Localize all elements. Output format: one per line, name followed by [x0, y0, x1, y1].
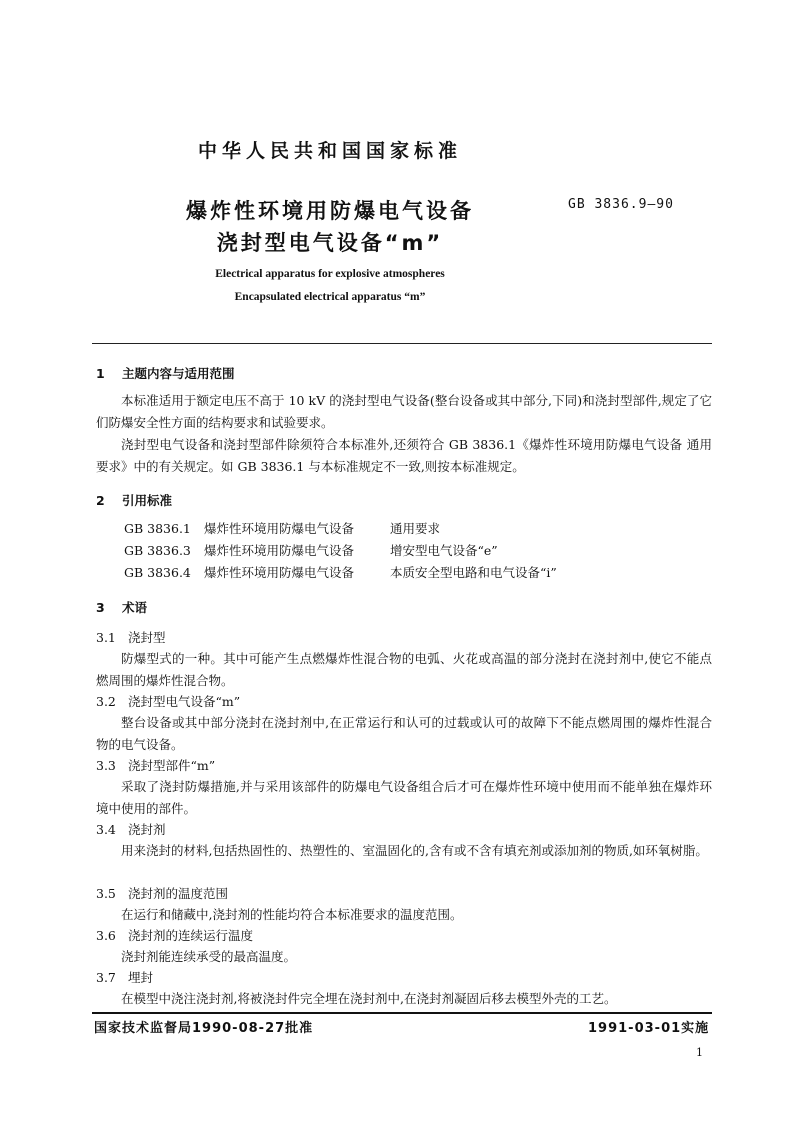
reference-subtitle: 通用要求: [390, 521, 441, 536]
term-definition: 整台设备或其中部分浇封在浇封剂中,在正常运行和认可的过载或认可的故障下不能点燃周围的爆炸性混合物的电气设备。: [96, 715, 712, 752]
header-divider: [92, 343, 712, 344]
section-3-heading: [96, 598, 147, 616]
standard-title-en-line2: Encapsulated electrical apparatus “m”: [234, 291, 426, 303]
reference-title: 爆炸性环境用防爆电气设备: [204, 521, 355, 536]
standard-title-cn-line2: 浇封型电气设备“m”: [216, 231, 444, 255]
reference-item: [124, 562, 557, 584]
section-1-paragraph-2: 浇封型电气设备和浇封型部件除须符合本标准外,还须符合 GB 3836.1《爆炸性环境用防爆电气设备 通用要求》中的有关规定。如 GB 3836.1 与本标准规定不一致,则按本标准规定。: [96, 437, 712, 474]
term-number: 3.5: [96, 886, 116, 901]
term-heading: [96, 884, 228, 902]
standard-title-cn-line1: 爆炸性环境用防爆电气设备: [186, 199, 474, 223]
approval-date: 国家技术监督局1990-08-27批准: [94, 1021, 314, 1036]
term-heading: [96, 628, 166, 646]
term-definition: 浇封剂能连续承受的最高温度。: [121, 949, 297, 964]
term-title: 浇封剂的连续运行温度: [128, 928, 254, 943]
section-number: 2: [96, 493, 105, 508]
section-title: 引用标准: [122, 493, 173, 508]
standard-number: GB 3836.9—90: [568, 197, 674, 212]
term-number: 3.2: [96, 694, 116, 709]
term-heading: [96, 692, 240, 710]
reference-title: 爆炸性环境用防爆电气设备: [204, 565, 355, 580]
term-number: 3.6: [96, 928, 116, 943]
footer-divider: [92, 1012, 712, 1014]
term-title: 浇封型电气设备“m”: [128, 694, 241, 709]
term-number: 3.7: [96, 970, 116, 985]
section-1-paragraph-1: 本标准适用于额定电压不高于 10 kV 的浇封型电气设备(整台设备或其中部分,下同)和浇封型部件,规定了它们防爆安全性方面的结构要求和试验要求。: [96, 393, 712, 430]
standard-title-en-line1: Electrical apparatus for explosive atmospheres: [215, 268, 445, 280]
term-heading: [96, 756, 215, 774]
term-title: 浇封剂: [128, 822, 166, 837]
section-number: 1: [96, 366, 105, 381]
term-definition: 采取了浇封防爆措施,并与采用该部件的防爆电气设备组合后才可在爆炸性环境中使用而不能单独在爆炸环境中使用的部件。: [96, 779, 712, 816]
term-definition: 防爆型式的一种。其中可能产生点燃爆炸性混合物的电弧、火花或高温的部分浇封在浇封剂中,使它不能点燃周围的爆炸性混合物。: [96, 651, 712, 688]
term-title: 浇封型: [128, 630, 166, 645]
effective-date: 1991-03-01实施: [588, 1021, 710, 1036]
reference-title: 爆炸性环境用防爆电气设备: [204, 543, 355, 558]
term-definition: 在模型中浇注浇封剂,将被浇封件完全埋在浇封剂中,在浇封剂凝固后移去模型外壳的工艺。: [121, 991, 617, 1006]
section-2-heading: [96, 491, 172, 509]
reference-code: GB 3836.3: [124, 543, 191, 558]
reference-code: GB 3836.4: [124, 565, 191, 580]
reference-subtitle: 增安型电气设备“e”: [390, 543, 498, 558]
term-definition: 在运行和储藏中,浇封剂的性能均符合本标准要求的温度范围。: [121, 907, 463, 922]
section-1-heading: [96, 364, 235, 382]
page-number: 1: [696, 1046, 703, 1059]
reference-subtitle: 本质安全型电路和电气设备“i”: [390, 565, 557, 580]
term-heading: [96, 820, 166, 838]
national-standard-heading: 中华人民共和国国家标准: [197, 140, 462, 162]
term-number: 3.4: [96, 822, 116, 837]
term-heading: [96, 926, 253, 944]
reference-item: [124, 518, 440, 540]
section-title: 主题内容与适用范围: [122, 366, 235, 381]
term-definition: 用来浇封的材料,包括热固性的、热塑性的、室温固化的,含有或不含有填充剂或添加剂的物质,如环氧树脂。: [121, 843, 708, 858]
reference-item: [124, 540, 498, 562]
term-title: 浇封剂的温度范围: [128, 886, 229, 901]
term-number: 3.1: [96, 630, 116, 645]
reference-code: GB 3836.1: [124, 521, 191, 536]
section-number: 3: [96, 600, 105, 615]
term-title: 浇封型部件“m”: [128, 758, 216, 773]
section-title: 术语: [122, 600, 148, 615]
term-heading: [96, 968, 153, 986]
term-title: 埋封: [128, 970, 154, 985]
term-number: 3.3: [96, 758, 116, 773]
